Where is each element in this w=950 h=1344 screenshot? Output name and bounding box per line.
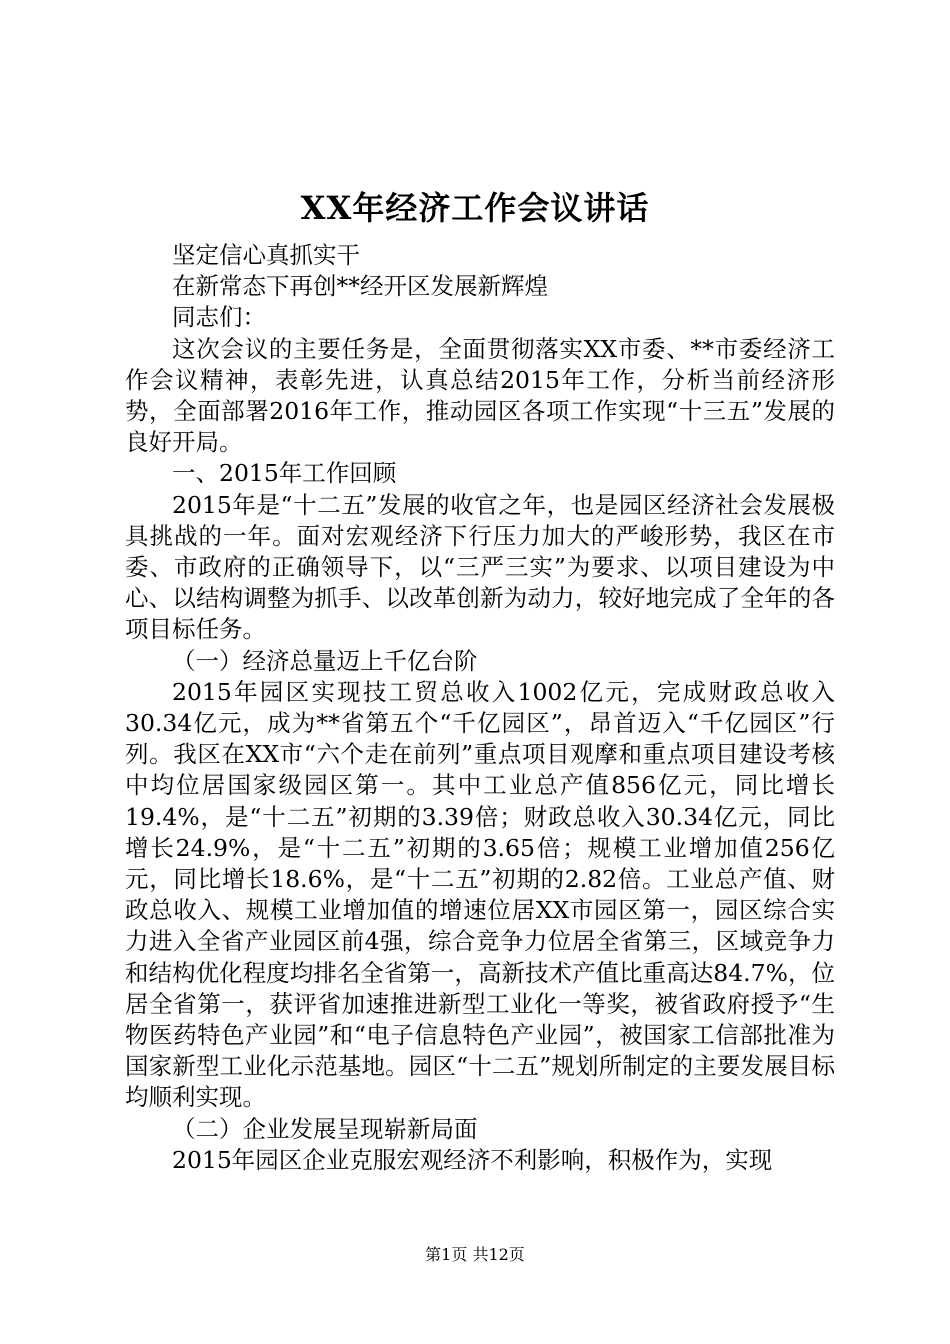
body-paragraph: 2015年是“十二五”发展的收官之年，也是园区经济社会发展极具挑战的一年。面对宏观经济下行压力加大的严峻形势，我区在市委、市政府的正确领导下，以“三严三实”为要求、以项目建设为中心、以结构调整为抓手、以改革创新为动力，较好地完成了全年的各项目标任务。 bbox=[125, 490, 835, 644]
salutation: 同志们： bbox=[172, 303, 266, 332]
page-footer: 第1页 共12页 bbox=[425, 1245, 525, 1264]
subsection-heading: （二）企业发展呈现崭新局面 bbox=[172, 1114, 478, 1143]
subtitle-line-2: 在新常态下再创**经开区发展新辉煌 bbox=[172, 272, 548, 301]
document-title: XX年经济工作会议讲话 bbox=[300, 189, 650, 227]
subtitle-line-1: 坚定信心真抓实干 bbox=[172, 241, 360, 269]
subsection-heading: （一）经济总量迈上千亿台阶 bbox=[172, 646, 478, 675]
body-paragraph: 这次会议的主要任务是，全面贯彻落实XX市委、**市委经济工作会议精神，表彰先进，认真总结2015年工作，分析当前经济形势，全面部署2016年工作，推动园区各项工作实现“十三五”发展的良好开局。 bbox=[125, 334, 835, 457]
body-paragraph: 2015年园区企业克服宏观经济不利影响，积极作为，实现 bbox=[172, 1145, 773, 1174]
document-body bbox=[125, 240, 835, 1176]
body-paragraph: 2015年园区实现技工贸总收入1002亿元，完成财政总收入30.34亿元，成为**省第五个“千亿园区”，昂首迈入“千亿园区”行列。我区在XX市“六个走在前列”重点项目观摩和重点项目建设考核中均位居国家级园区第一。其中工业总产值856亿元，同比增长19.4%，是“十二五”初期的3.39倍；财政总收入30.34亿元，同比增长24.9%，是“十二五”初期的3.65倍；规模工业增加值256亿元，同比增长18.6%，是“十二五”初期的2.82倍。工业总产值、财政总收入、规模工业增加值的增速位居XX市园区第一，园区综合实力进入全省产业园区前4强，综合竞争力位居全省第三，区域竞争力和结构优化程度均排名全省第一，高新技术产值比重高达84.7%，位居全省第一，获评省加速推进新型工业化一等奖，被省政府授予“生物医药特色产业园”和“电子信息特色产业园”，被国家工信部批准为国家新型工业化示范基地。园区“十二五”规划所制定的主要发展目标均顺利实现。 bbox=[125, 677, 835, 1112]
section-heading: 一、2015年工作回顾 bbox=[172, 459, 397, 488]
